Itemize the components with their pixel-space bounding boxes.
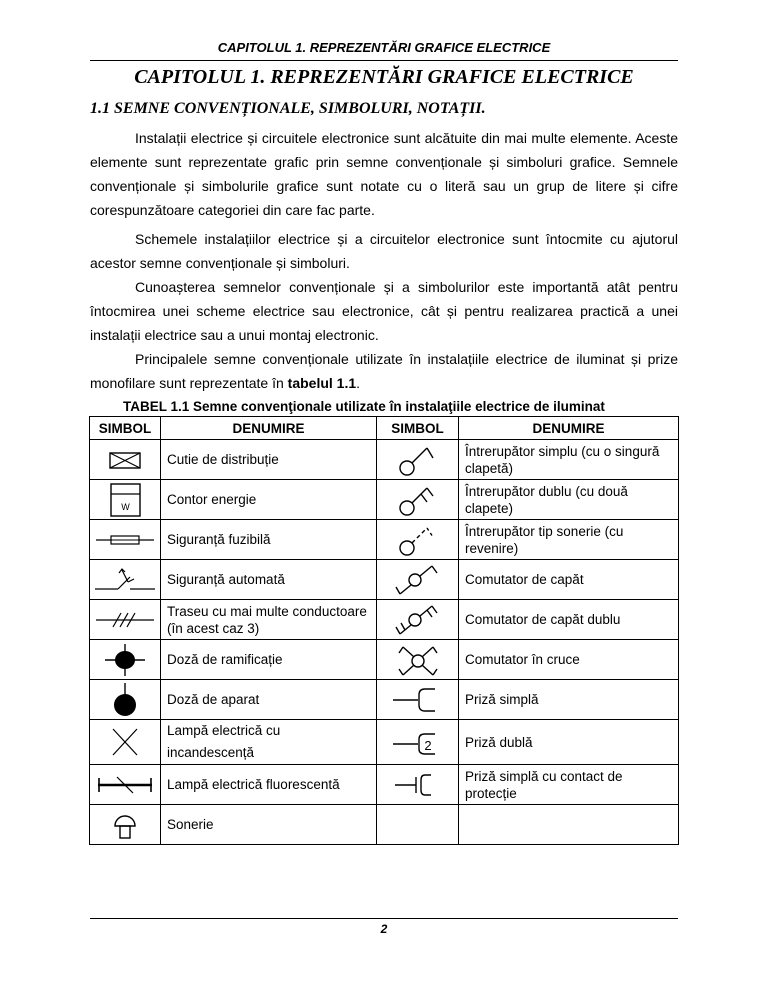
energy-meter-symbol xyxy=(90,480,161,520)
symbol-name: Priză dublă xyxy=(459,720,679,765)
header-rule xyxy=(90,60,678,61)
table-row xyxy=(90,560,679,600)
table-row xyxy=(90,520,679,560)
symbol-name: Lampă electrică cu incandescență xyxy=(161,720,377,765)
symbols-table xyxy=(89,416,679,845)
table-caption: TABEL 1.1 Semne convenţionale utilizate în instalaţiile electrice de iluminat xyxy=(123,399,605,414)
simple-switch-symbol xyxy=(377,440,459,480)
fuse-symbol xyxy=(90,520,161,560)
table-row xyxy=(90,600,679,640)
column-header: SIMBOL xyxy=(377,417,459,440)
symbol-name: Sonerie xyxy=(161,805,377,845)
incandescent-lamp-symbol xyxy=(90,720,161,765)
distribution-box-symbol xyxy=(90,440,161,480)
end-commutator-symbol xyxy=(377,560,459,600)
protected-socket-symbol xyxy=(377,765,459,805)
table-row xyxy=(90,480,679,520)
circuit-breaker-symbol xyxy=(90,560,161,600)
bell-symbol xyxy=(90,805,161,845)
double-switch-symbol xyxy=(377,480,459,520)
symbol-name: Priză simplă cu contact de protecție xyxy=(459,765,679,805)
running-header: CAPITOLUL 1. REPREZENTĂRI GRAFICE ELECTRICE xyxy=(217,40,551,55)
double-end-commutator-symbol xyxy=(377,600,459,640)
table-row xyxy=(90,805,679,845)
paragraph-text: Principalele semne convenționale utilizate în instalațiile electrice de iluminat și prize monofilare sunt reprezentate în xyxy=(90,351,678,391)
table-header-row xyxy=(90,417,679,440)
branch-box-symbol xyxy=(90,640,161,680)
column-header: DENUMIRE xyxy=(161,417,377,440)
symbol-name: Contor energie xyxy=(161,480,377,520)
table-reference: tabelul 1.1 xyxy=(287,375,357,391)
symbol-name: Priză simplă xyxy=(459,680,679,720)
symbol-name: Doză de aparat xyxy=(161,680,377,720)
column-header: DENUMIRE xyxy=(459,417,679,440)
footer-rule xyxy=(90,918,678,919)
meter-letter: W xyxy=(121,501,130,512)
multi-conductor-route-symbol xyxy=(90,600,161,640)
symbol-name: Întrerupător dublu (cu două clapete) xyxy=(459,480,679,520)
cross-commutator-symbol xyxy=(377,640,459,680)
symbol-name: Comutator în cruce xyxy=(459,640,679,680)
bell-push-switch-symbol xyxy=(377,520,459,560)
double-socket-symbol xyxy=(377,720,459,765)
paragraph: Instalații electrice și circuitele electronice sunt alcătuite din mai multe elemente. Aceste elemente sunt reprezentate grafic prin semne convenționale și simboluri grafice. Semnele convenționale și simbolurile grafice sunt notate cu o literă sau un grup de litere și cifre corespunzătoare categoriei din care fac parte. xyxy=(90,130,678,218)
empty-symbol-cell xyxy=(377,805,459,845)
symbol-name: Siguranță fuzibilă xyxy=(161,520,377,560)
paragraph-text: . xyxy=(356,375,361,391)
socket-count: 2 xyxy=(423,738,432,753)
chapter-title: CAPITOLUL 1. REPREZENTĂRI GRAFICE ELECTRICE xyxy=(134,66,634,88)
section-title: 1.1 SEMNE CONVENȚIONALE, SIMBOLURI, NOTAȚII. xyxy=(90,100,486,117)
symbol-name: Întrerupător simplu (cu o singură clapetă) xyxy=(459,440,679,480)
paragraph: Schemele instalațiilor electrice și a circuitelor electronice sunt întocmite cu ajutorul acestor semne convenționale și simboluri. xyxy=(90,231,678,271)
column-header: SIMBOL xyxy=(90,417,161,440)
fluorescent-lamp-symbol xyxy=(90,765,161,805)
symbol-name: Traseu cu mai multe conductoare (în acest caz 3) xyxy=(161,600,377,640)
table-row xyxy=(90,720,679,765)
symbol-name: Comutator de capăt dublu xyxy=(459,600,679,640)
symbol-name: Cutie de distribuție xyxy=(161,440,377,480)
symbol-name: Întrerupător tip sonerie (cu revenire) xyxy=(459,520,679,560)
table-row xyxy=(90,440,679,480)
page-number: 2 xyxy=(380,922,388,936)
empty-name-cell xyxy=(459,805,679,845)
table-row xyxy=(90,680,679,720)
symbol-name: Lampă electrică fluorescentă xyxy=(161,765,377,805)
device-box-symbol xyxy=(90,680,161,720)
symbol-name: Comutator de capăt xyxy=(459,560,679,600)
paragraph: Cunoașterea semnelor convenționale și a simbolurilor este importantă atât pentru întocmirea unei scheme electrice sau electronice, cât și pentru realizarea practică a unei instalații electrice sau a unui montaj electronic. xyxy=(90,279,678,343)
table-row xyxy=(90,765,679,805)
symbol-name: Doză de ramificație xyxy=(161,640,377,680)
simple-socket-symbol xyxy=(377,680,459,720)
table-row xyxy=(90,640,679,680)
symbol-name: Siguranță automată xyxy=(161,560,377,600)
paragraph xyxy=(90,347,678,395)
